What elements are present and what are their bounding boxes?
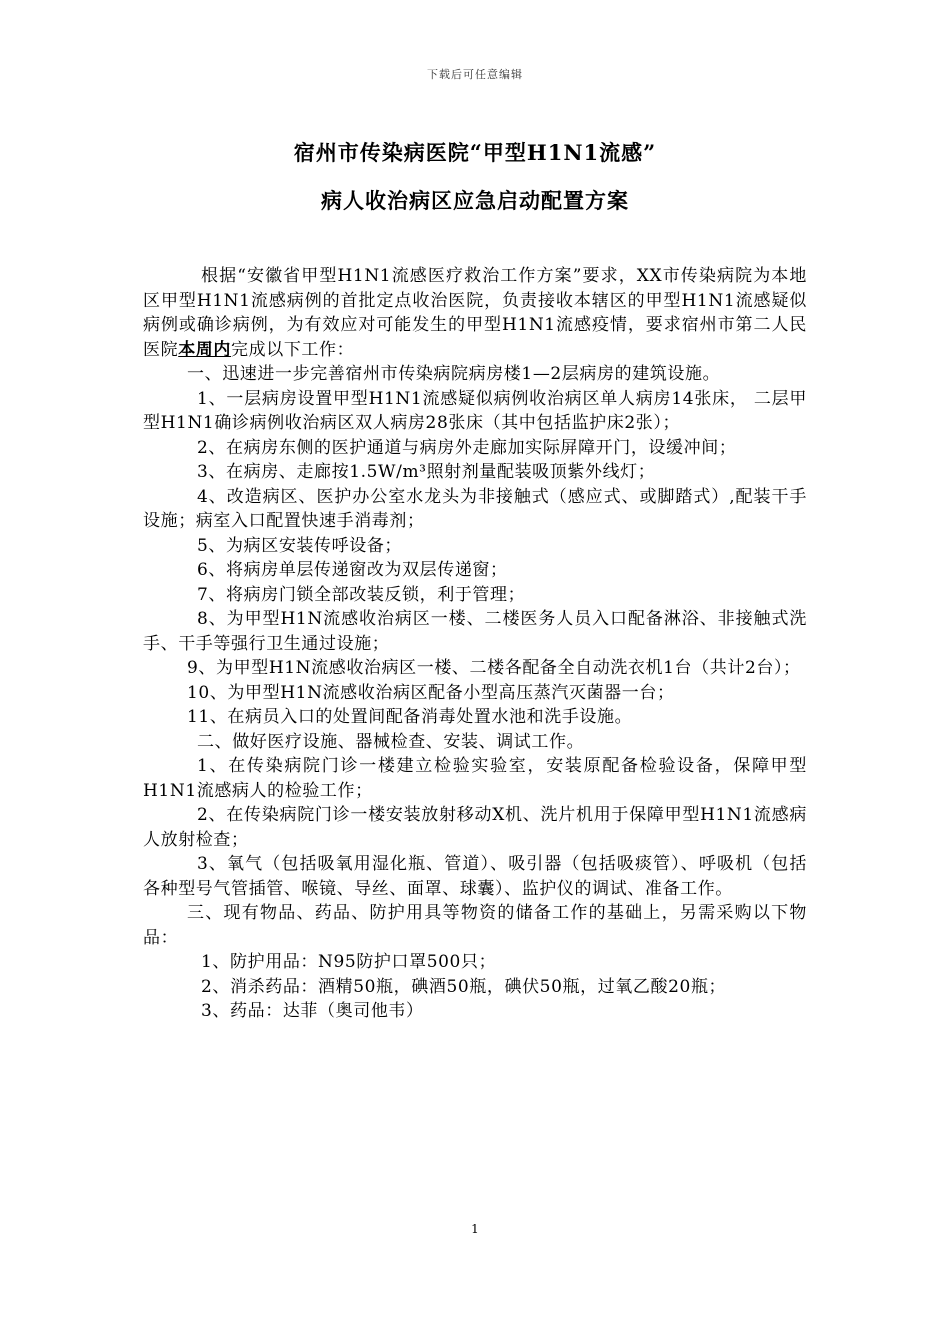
section-2-heading: 二、做好医疗设施、器械检查、安装、调试工作。 <box>197 731 585 752</box>
page-number: 1 <box>471 1222 479 1236</box>
intro-text-end: 完成以下工作： <box>231 339 355 360</box>
list-item: 2、在病房东侧的医护通道与病房外走廊加实际屏障开门，设缓冲间； <box>197 437 737 458</box>
list-item: 1、在传染病院门诊一楼建立检验实验室，安装原配备检验设备，保障甲型H1N1流感病人的检验工作； <box>143 756 807 801</box>
deadline-emphasis: 本周内 <box>178 339 232 360</box>
list-item: 1、一层病房设置甲型H1N1流感疑似病例收治病区单人病房14张床， 二层甲型H1N1确诊病例收治病区双人病房28张床（其中包括监护床2张）； <box>143 388 807 433</box>
list-item: 2、在传染病院门诊一楼安装放射移动X机、洗片机用于保障甲型H1N1流感病人放射检查； <box>143 805 807 850</box>
list-item: 2、消杀药品：酒精50瓶，碘酒50瓶，碘伏50瓶，过氧乙酸20瓶； <box>201 976 727 997</box>
document-title-line-1: 宿州市传染病医院“甲型H1N1流感” <box>293 140 657 165</box>
document-title-line-2: 病人收治病区应急启动配置方案 <box>321 188 629 213</box>
document-body <box>143 264 807 1024</box>
list-item: 11、在病员入口的处置间配备消毒处置水池和洗手设施。 <box>187 707 633 727</box>
intro-paragraph <box>143 264 807 362</box>
section-1-heading: 一、迅速进一步完善宿州市传染病院病房楼1—2层病房的建筑设施。 <box>187 364 721 384</box>
list-item: 4、改造病区、医护办公室水龙头为非接触式（感应式、或脚踏式）,配装干手设施；病室入口配置快速手消毒剂； <box>143 486 807 531</box>
list-item: 9、为甲型H1N流感收治病区一楼、二楼各配备全自动洗衣机1台（共计2台）； <box>187 658 801 678</box>
list-item: 3、氧气（包括吸氧用湿化瓶、管道）、吸引器（包括吸痰管）、呼吸机（包括各种型号气管插管、喉镜、导丝、面罩、球囊）、监护仪的调试、准备工作。 <box>143 854 807 899</box>
list-item: 7、将病房门锁全部改装反锁，利于管理； <box>197 584 526 605</box>
list-item: 6、将病房单层传递窗改为双层传递窗； <box>197 560 508 580</box>
intro-text: 根据“安徽省甲型H1N1流感医疗救治工作方案”要求，XX市传染病院为本地区甲型H1N1流感病例的首批定点收治医院，负责接收本辖区的甲型H1N1流感疑似病例或确诊病例，为有效应对可能发生的甲型H1N1流感疫情，要求宿州市第二人民医院 <box>143 266 807 360</box>
list-item: 3、在病房、走廊按1.5W/m³照射剂量配装吸顶紫外线灯； <box>197 462 656 482</box>
header-note: 下载后可任意编辑 <box>427 68 523 81</box>
list-item: 8、为甲型H1N流感收治病区一楼、二楼医务人员入口配备淋浴、非接触式洗手、干手等强行卫生通过设施； <box>143 609 807 654</box>
list-item: 10、为甲型H1N流感收治病区配备小型高压蒸汽灭菌器一台； <box>187 682 675 703</box>
list-item: 1、防护用品：N95防护口罩500只； <box>201 952 497 972</box>
list-item: 3、药品：达菲（奥司他韦） <box>201 1001 424 1021</box>
section-3-heading: 三、现有物品、药品、防护用具等物资的储备工作的基础上，另需采购以下物品： <box>143 903 807 948</box>
list-item: 5、为病区安装传呼设备； <box>197 535 403 556</box>
